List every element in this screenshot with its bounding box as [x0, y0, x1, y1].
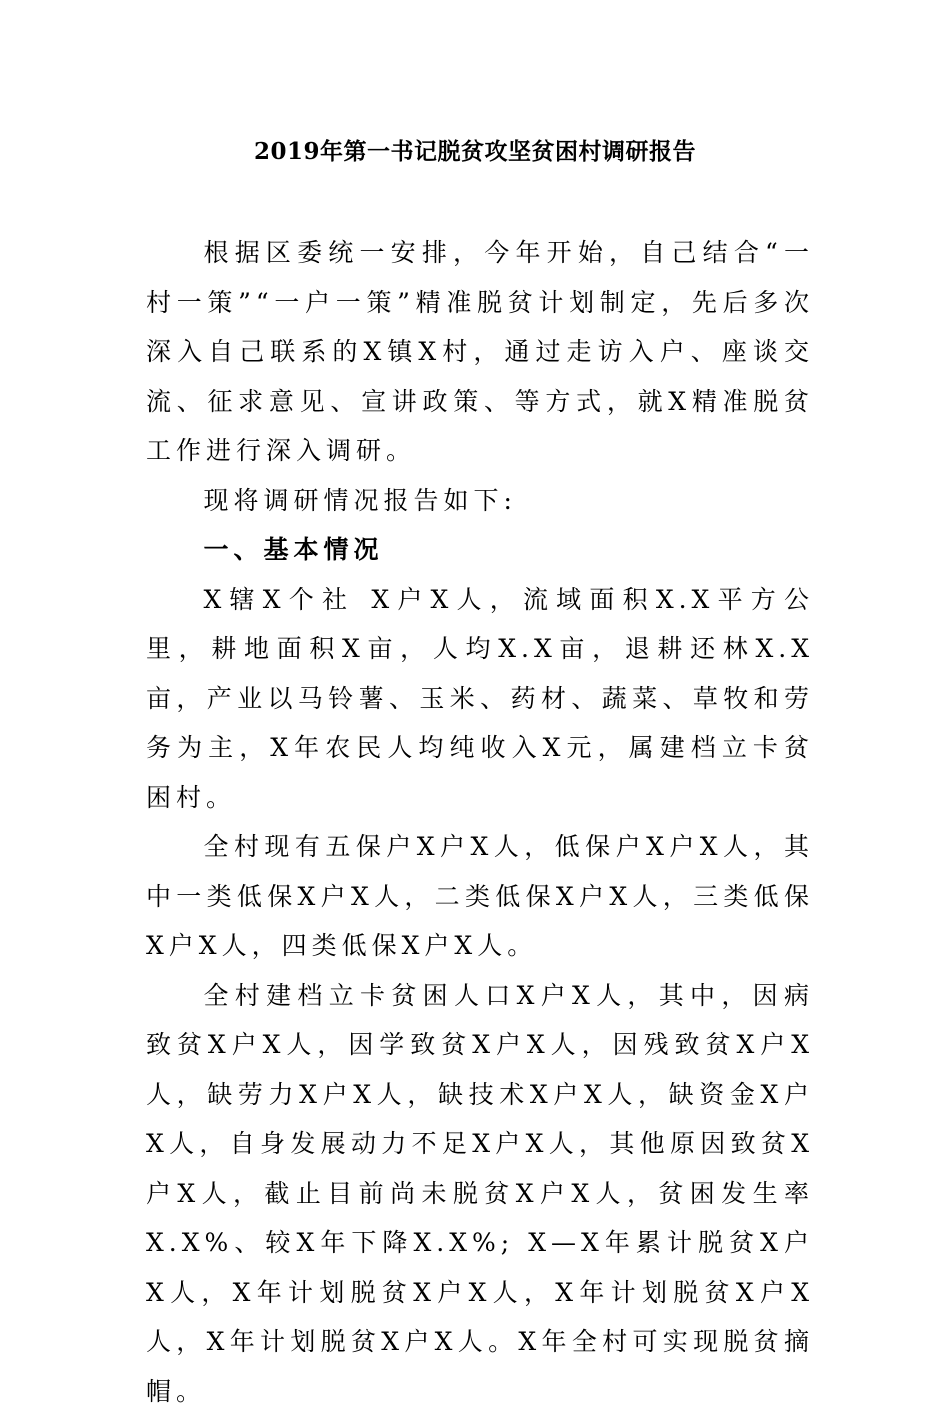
document-body — [146, 228, 814, 1416]
paragraph-village-overview: X辖X个社 X户X人，流域面积X.X平方公里，耕地面积X亩，人均X.X亩，退耕还林X.X亩，产业以马铃薯、玉米、药材、蔬菜、草牧和劳务为主，X年农民人均纯收入X元，属建档立卡贫困村。 — [146, 575, 814, 823]
section-heading-basic-situation: 一、基本情况 — [146, 525, 814, 575]
paragraph-report-lead: 现将调研情况报告如下: — [146, 476, 814, 526]
paragraph-welfare-households: 全村现有五保户X户X人，低保户X户X人，其中一类低保X户X人，二类低保X户X人，三类低保X户X人，四类低保X户X人。 — [146, 822, 814, 971]
paragraph-poverty-statistics: 全村建档立卡贫困人口X户X人，其中，因病致贫X户X人，因学致贫X户X人，因残致贫X户X人，缺劳力X户X人，缺技术X户X人，缺资金X户X人，自身发展动力不足X户X人，其他原因致贫X户X人，截止目前尚未脱贫X户X人，贫困发生率X.X%、较X年下降X.X%; X—X年累计脱贫X户X人，X年计划脱贫X户X人，X年计划脱贫X户X人，X年计划脱贫X户X人。X年全村可实现脱贫摘帽。 — [146, 971, 814, 1416]
document-title: 2019年第一书记脱贫攻坚贫困村调研报告 — [0, 136, 950, 168]
paragraph-intro: 根据区委统一安排，今年开始，自己结合“一村一策”“一户一策”精准脱贫计划制定，先后多次深入自己联系的X镇X村，通过走访入户、座谈交流、征求意见、宣讲政策、等方式，就X精准脱贫工作进行深入调研。 — [146, 228, 814, 476]
